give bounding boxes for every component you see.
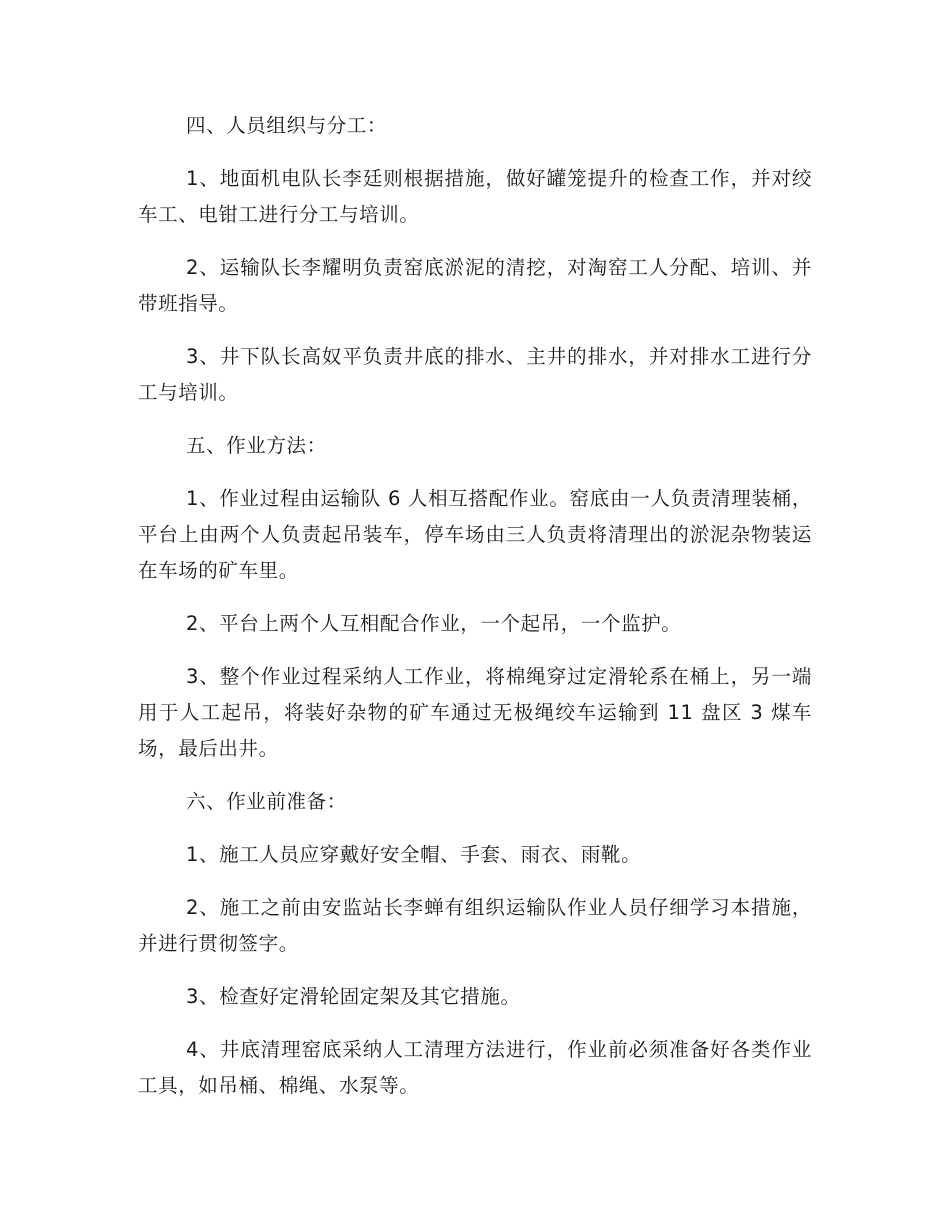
section-heading-method: 五、作业方法：: [186, 434, 327, 457]
paragraph: 2、运输队长李耀明负责窑底淤泥的清挖，对淘窑工人分配、培训、并带班指导。: [138, 256, 812, 315]
paragraph: 1、作业过程由运输队 6 人相互搭配作业。窑底由一人负责清理装桶，平台上由两个人负责起吊装车，停车场由三人负责将清理出的淤泥杂物装运在车场的矿车里。: [138, 487, 812, 582]
paragraph: 1、地面机电队长李廷则根据措施，做好罐笼提升的检查工作，并对绞车工、电钳工进行分工与培训。: [138, 167, 812, 226]
paragraph: 2、施工之前由安监站长李蝉有组织运输队作业人员仔细学习本措施，并进行贯彻签字。: [138, 896, 812, 955]
paragraph: 4、井底清理窑底采纳人工清理方法进行，作业前必须准备好各类作业工具，如吊桶、棉绳、水泵等。: [138, 1038, 812, 1097]
document-body: [138, 108, 812, 1121]
paragraph: 3、检查好定滑轮固定架及其它措施。: [186, 985, 521, 1008]
paragraph: 1、施工人员应穿戴好安全帽、手套、雨衣、雨靴。: [186, 843, 642, 866]
paragraph: 3、整个作业过程采纳人工作业，将棉绳穿过定滑轮系在桶上，另一端用于人工起吊，将装好杂物的矿车通过无极绳绞车运输到 11 盘区 3 煤车场，最后出井。: [138, 665, 812, 760]
section-heading-personnel: 四、人员组织与分工：: [186, 114, 388, 137]
paragraph: 3、井下队长高奴平负责井底的排水、主井的排水，并对排水工进行分工与培训。: [138, 345, 812, 404]
paragraph: 2、平台上两个人互相配合作业，一个起吊，一个监护。: [186, 612, 682, 635]
section-heading-preparation: 六、作业前准备：: [186, 790, 347, 813]
